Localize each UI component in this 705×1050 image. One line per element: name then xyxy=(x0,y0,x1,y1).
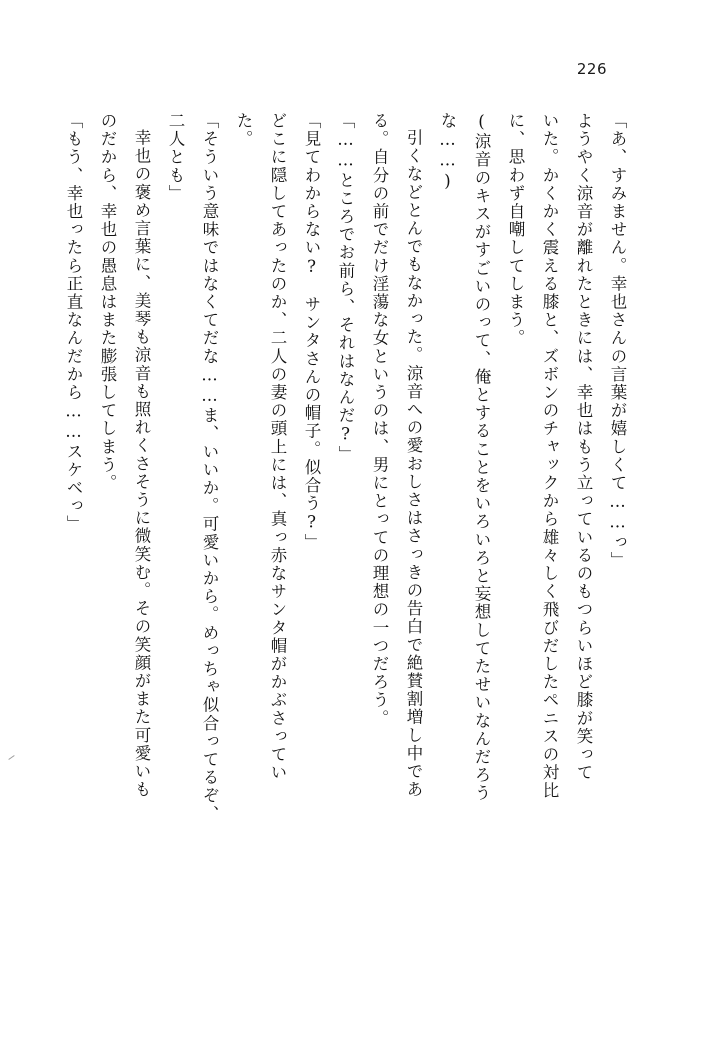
text-line: 二人とも」 xyxy=(166,112,185,203)
text-line: 幸也の褒め言葉に、美琴も涼音も照れくさそうに微笑む。その笑顔がまた可愛いも xyxy=(132,129,151,799)
text-line: な……) xyxy=(438,112,457,192)
text-line: た。 xyxy=(234,112,253,149)
page-edge-mark xyxy=(8,755,14,760)
vertical-text-body xyxy=(64,112,627,972)
text-line: ようやく涼音が離れたときには、幸也はもう立っているのもつらいほど膝が笑って xyxy=(574,112,593,782)
text-line: いた。かくかく震える膝と、ズボンのチャックから雄々しく飛びだしたペニスの対比 xyxy=(540,112,559,800)
text-line: 「あ、すみません。幸也さんの言葉が嬉しくて……っ」 xyxy=(608,112,627,570)
text-line: 「見てわからない? サンタさんの帽子。似合う?」 xyxy=(302,112,321,552)
text-line: に、思わず自嘲してしまう。 xyxy=(506,112,525,348)
text-line: どこに隠してあったのか、二人の妻の頭上には、真っ赤なサンタ帽がかぶさってい xyxy=(268,112,287,782)
text-line: る。自分の前でだけ淫蕩な女というのは、男にとっての理想の一つだろう。 xyxy=(370,112,389,728)
text-line: (涼音のキスがすごいのって、俺とすることをいろいろと妄想してたせいなんだろう xyxy=(472,112,491,803)
text-line: 引くなどとんでもなかった。涼音への愛おしさはさっきの告白で絶賛割増し中であ xyxy=(404,129,423,799)
text-line: 「もう、幸也ったら正直なんだから……スケベっ」 xyxy=(64,112,83,534)
page-number: 226 xyxy=(576,60,607,78)
text-line: のだから、幸也の愚息はまた膨張してしまう。 xyxy=(98,112,117,493)
text-line: 「そういう意味ではなくてだな……ま、いいか。可愛いから。めっちゃ似合ってるぞ、 xyxy=(200,112,219,823)
text-line: 「……ところでお前ら、それはなんだ?」 xyxy=(336,112,355,464)
